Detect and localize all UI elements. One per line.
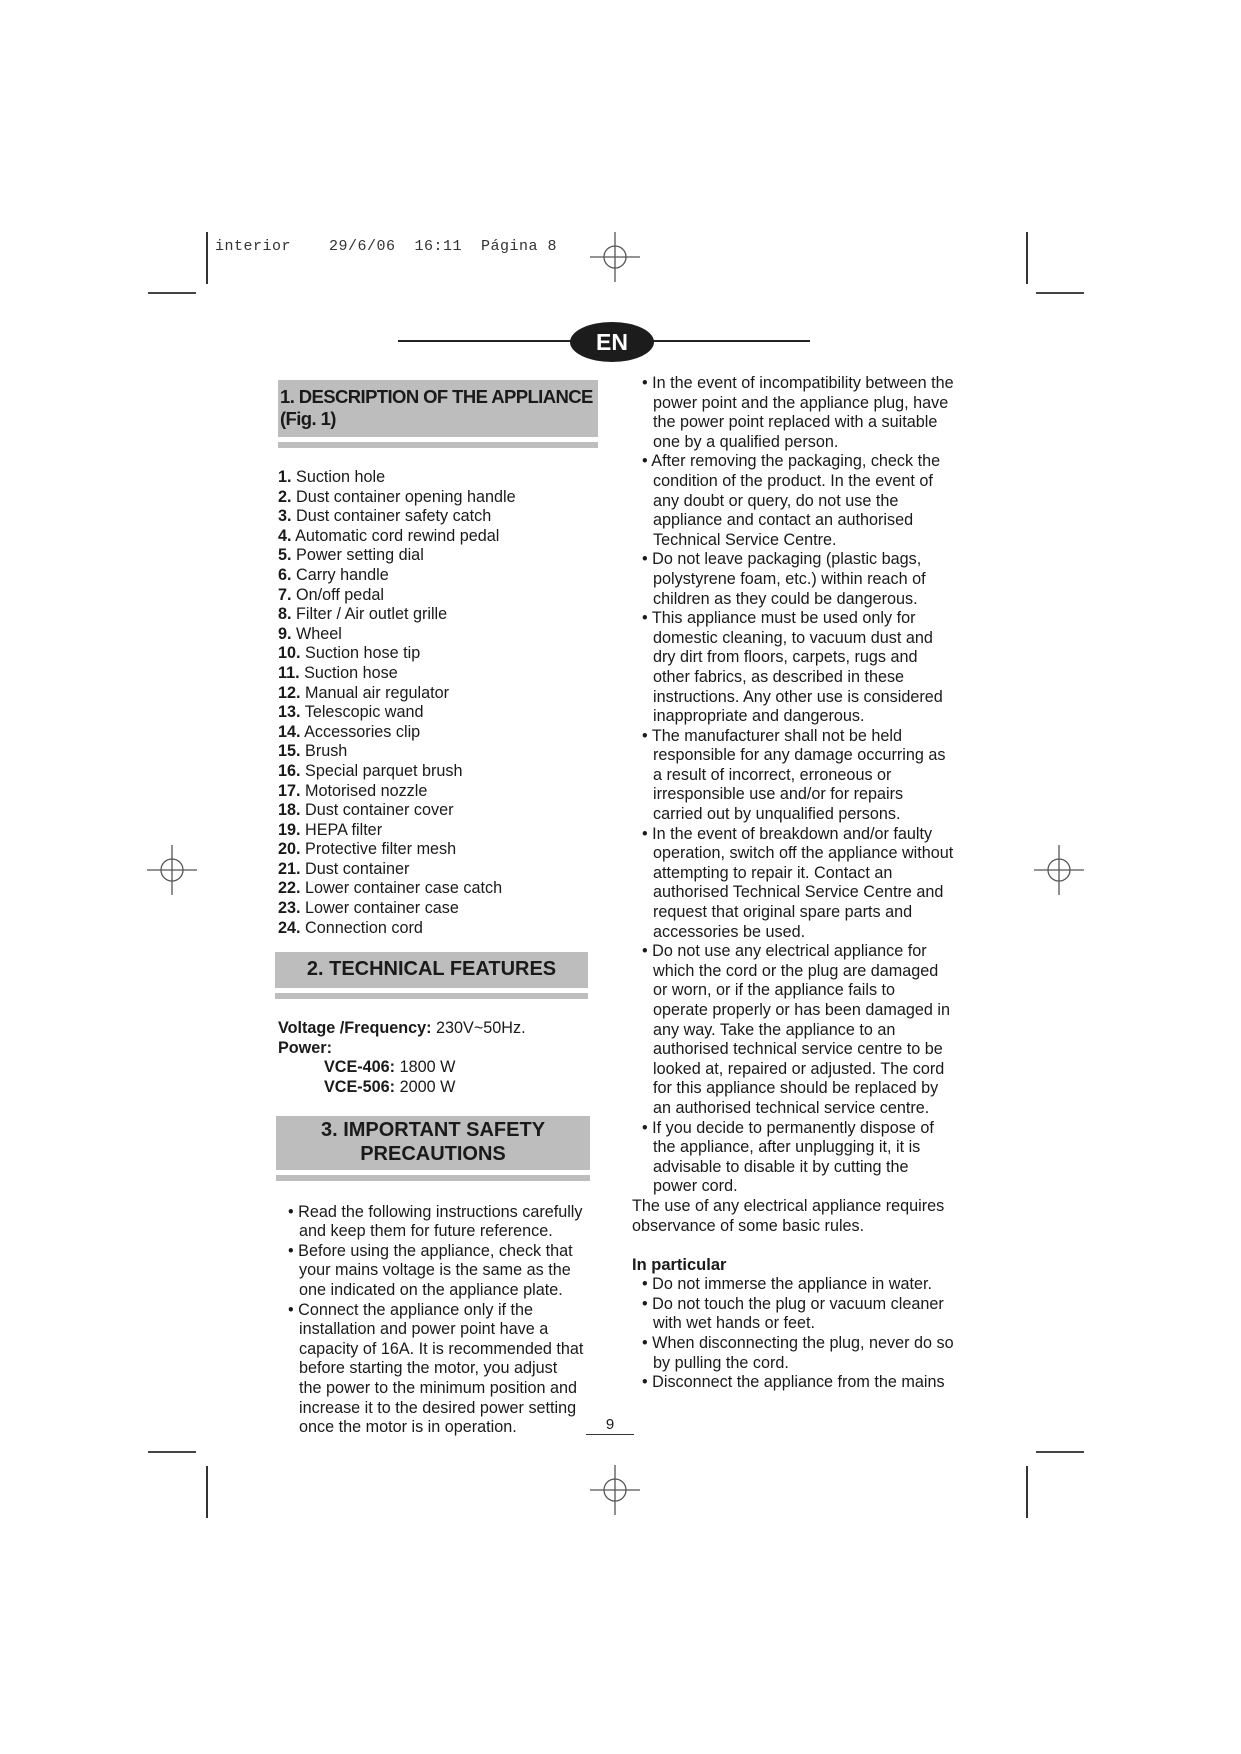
bullet-item: • After removing the packaging, check the condition of the product. In the event of any doubt or query, do not use the appliance and contact an authorised Technical Service Centre. [632, 452, 954, 550]
crop-mark [1026, 232, 1028, 284]
basic-rules-text: The use of any electrical appliance requires observance of some basic rules. [632, 1196, 945, 1235]
part-number: 17. [278, 781, 301, 800]
crop-mark [206, 1466, 208, 1518]
list-item [278, 840, 598, 860]
part-number: 18. [278, 801, 301, 820]
list-item [278, 703, 598, 723]
bullet-item: • Do not immerse the appliance in water. [632, 1275, 954, 1295]
model-name: VCE-406: [324, 1058, 396, 1077]
bullet-item: • Read the following instructions carefully and keep them for future reference. [278, 1203, 584, 1242]
part-label: Motorised nozzle [305, 781, 428, 800]
part-number: 20. [278, 840, 301, 859]
part-number: 4. [278, 526, 292, 545]
crop-mark [1036, 1451, 1084, 1453]
part-number: 14. [278, 722, 301, 741]
bullet-item: • This appliance must be used only for domestic cleaning, to vacuum dust and dry dirt from floors, carpets, rugs and other fabrics, as described in these instructions. Any other use is considered inappropriate and dangerous. [632, 609, 954, 727]
part-label: Carry handle [296, 565, 389, 584]
bullet-item: • If you decide to permanently dispose of the appliance, after unplugging it, it is advisable to disable it by cutting the power cord. [632, 1119, 954, 1197]
part-label: Wheel [296, 624, 342, 643]
part-label: Dust container opening handle [296, 487, 516, 506]
list-item [278, 468, 598, 488]
registration-mark-icon [1034, 845, 1084, 895]
list-item [278, 821, 598, 841]
part-label: HEPA filter [305, 820, 383, 839]
left-column [278, 380, 598, 1438]
bullet-item: • Do not leave packaging (plastic bags, polystyrene foam, etc.) within reach of children as they could be dangerous. [632, 550, 954, 609]
model-name: VCE-506: [324, 1078, 396, 1097]
registration-mark-icon [147, 845, 197, 895]
part-label: Dust container cover [305, 801, 454, 820]
part-label: Suction hose tip [305, 644, 421, 663]
part-label: Lower container case [305, 899, 459, 918]
list-item [278, 488, 598, 508]
bullet-item: • In the event of breakdown and/or faulty operation, switch off the appliance without attempting to repair it. Contact an authorised Technical Service Centre and request that original spare parts and accessories be used. [632, 825, 954, 943]
part-label: Suction hole [296, 468, 386, 486]
print-slug: interior 29/6/06 16:11 Página 8 [215, 238, 558, 255]
part-number: 10. [278, 644, 301, 663]
crop-mark [206, 232, 208, 284]
part-number: 6. [278, 565, 292, 584]
part-number: 11. [278, 663, 300, 682]
list-item [278, 684, 598, 704]
part-number: 22. [278, 879, 301, 898]
part-label: Filter / Air outlet grille [296, 605, 448, 624]
crop-mark [1036, 292, 1084, 294]
voltage-label: Voltage /Frequency: [278, 1019, 432, 1038]
part-label: On/off pedal [296, 585, 384, 604]
safety-title-line2: PRECAUTIONS [360, 1142, 506, 1165]
part-label: Accessories clip [304, 722, 421, 741]
bullet-item: • Disconnect the appliance from the mains [632, 1373, 954, 1393]
power-model-row [278, 1078, 598, 1098]
list-item [278, 879, 598, 899]
in-particular-heading: In particular [632, 1256, 727, 1275]
bullet-item: • In the event of incompatibility between the power point and the appliance plug, have the power point replaced with a suitable one by a qualified person. [632, 374, 954, 452]
list-item [278, 919, 598, 939]
bullet-item: • Before using the appliance, check that your mains voltage is the same as the one indicated on the appliance plate. [278, 1242, 584, 1301]
part-number: 19. [278, 820, 301, 839]
part-number: 1. [278, 468, 292, 486]
part-label: Suction hose [304, 663, 398, 682]
list-item [278, 899, 598, 919]
crop-mark [148, 292, 196, 294]
bullet-item: • Do not use any electrical appliance for which the cord or the plug are damaged or worn, or if the appliance fails to operate properly or has been damaged in any way. Take the appliance to an authorised technical service centre to be looked at, repaired or adjusted. The cord for this appliance should be replaced by an authorised technical service centre. [632, 942, 954, 1118]
part-number: 9. [278, 624, 292, 643]
part-label: Automatic cord rewind pedal [295, 526, 500, 545]
list-item [278, 782, 598, 802]
list-item [278, 625, 598, 645]
crop-mark [1026, 1466, 1028, 1518]
part-number: 5. [278, 546, 292, 565]
list-item [278, 801, 598, 821]
list-item [278, 507, 598, 527]
safety-bullets-right [632, 374, 954, 1197]
section-heading-description: 1. DESCRIPTION OF THE APPLIANCE (Fig. 1) [278, 380, 598, 442]
part-label: Dust container [305, 859, 410, 878]
part-number: 7. [278, 585, 292, 604]
registration-mark-icon [590, 1465, 640, 1515]
list-item [278, 566, 598, 586]
list-item [278, 742, 598, 762]
list-item [278, 546, 598, 566]
bullet-item: • Connect the appliance only if the installation and power point have a capacity of 16A. It is recommended that before starting the motor, you adjust the power to the minimum position and increase it to the desired power setting once the motor is in operation. [278, 1301, 584, 1438]
part-label: Lower container case catch [305, 879, 503, 898]
model-watts: 1800 W [399, 1058, 456, 1077]
safety-title-line1: 3. IMPORTANT SAFETY [320, 1118, 546, 1141]
part-number: 8. [278, 605, 292, 624]
power-label: Power: [278, 1038, 332, 1057]
section-heading-safety [276, 1116, 590, 1175]
registration-mark-icon [590, 232, 640, 282]
part-number: 23. [278, 899, 301, 918]
part-label: Manual air regulator [305, 683, 449, 702]
part-label: Brush [305, 742, 348, 761]
part-number: 15. [278, 742, 301, 761]
part-label: Power setting dial [296, 546, 424, 565]
part-number: 16. [278, 761, 301, 780]
bullet-item: • Do not touch the plug or vacuum cleaner with wet hands or feet. [632, 1295, 954, 1334]
part-label: Connection cord [305, 918, 423, 937]
header-rule [398, 340, 574, 342]
bullet-item: • When disconnecting the plug, never do so by pulling the cord. [632, 1334, 954, 1373]
list-item [278, 527, 598, 547]
part-number: 21. [278, 859, 301, 878]
part-label: Special parquet brush [305, 761, 463, 780]
list-item [278, 605, 598, 625]
voltage-value: 230V~50Hz. [436, 1019, 526, 1038]
crop-mark [148, 1451, 196, 1453]
list-item [278, 644, 598, 664]
part-label: Dust container safety catch [296, 507, 492, 526]
right-column [632, 374, 954, 1393]
particular-bullets [632, 1275, 954, 1393]
technical-features [278, 1019, 598, 1097]
part-number: 24. [278, 918, 301, 937]
list-item [278, 586, 598, 606]
part-number: 2. [278, 487, 292, 506]
page-number: 9 [586, 1416, 634, 1435]
part-number: 12. [278, 683, 301, 702]
part-number: 3. [278, 507, 292, 526]
list-item [278, 860, 598, 880]
power-model-row [278, 1058, 598, 1078]
model-watts: 2000 W [399, 1078, 456, 1097]
parts-list [278, 468, 598, 938]
section-heading-technical: 2. TECHNICAL FEATURES [275, 952, 588, 993]
part-label: Protective filter mesh [305, 840, 457, 859]
header-rule [650, 340, 810, 342]
part-number: 13. [278, 703, 301, 722]
bullet-item: • The manufacturer shall not be held responsible for any damage occurring as a result of incorrect, erroneous or irresponsible use and/or for repairs carried out by unqualified persons. [632, 727, 954, 825]
voltage-line [278, 1019, 598, 1039]
list-item [278, 664, 598, 684]
safety-bullets-left [278, 1203, 584, 1438]
part-label: Telescopic wand [304, 703, 424, 722]
list-item [278, 723, 598, 743]
list-item [278, 762, 598, 782]
language-badge: EN [570, 322, 654, 362]
